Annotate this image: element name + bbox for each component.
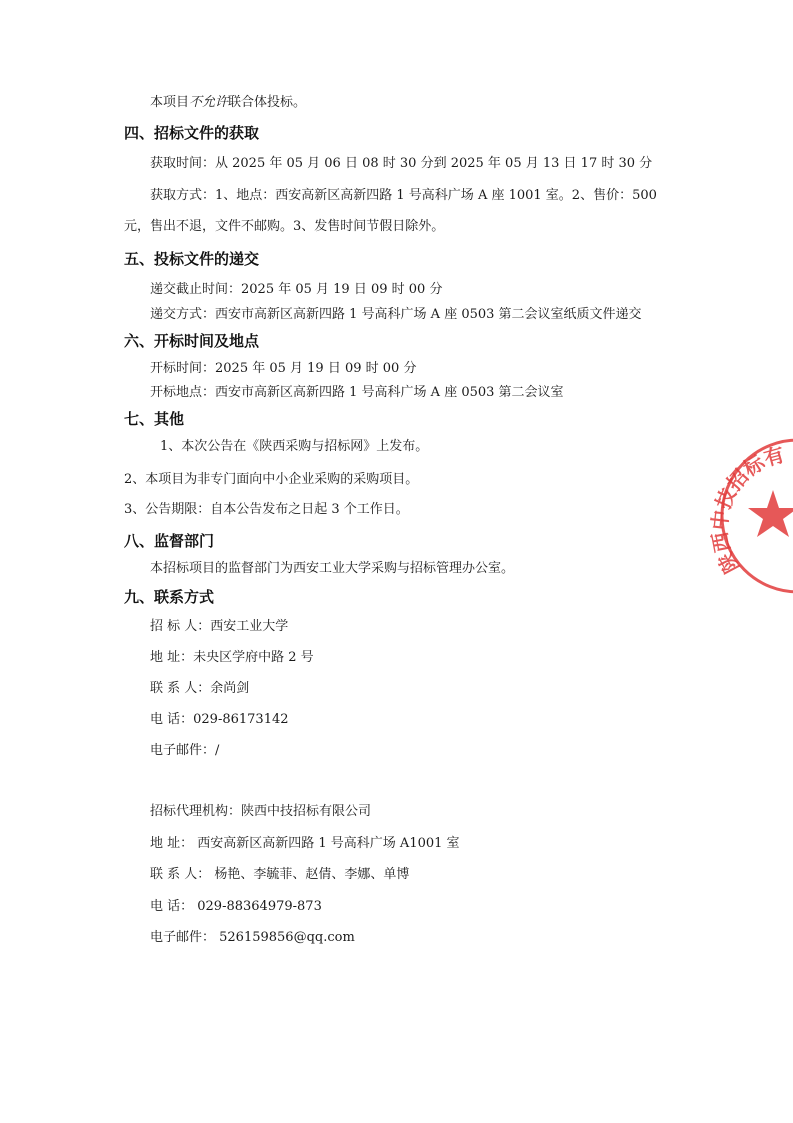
opening-place: 开标地点：西安市高新区高新四路 1 号高科广场 A 座 0503 第二会议室 — [150, 385, 564, 400]
purchaser-name: 招 标 人：西安工业大学 — [150, 619, 289, 634]
agency-phone: 电 话： 029-88364979-873 — [150, 899, 322, 914]
opening-time: 开标时间：2025 年 05 月 19 日 09 时 00 分 — [150, 361, 417, 376]
agency-address: 地 址： 西安高新区高新四路 1 号高科广场 A1001 室 — [150, 836, 460, 851]
consortium-emphasis: 不允许 — [189, 95, 229, 110]
bid-docs-method-2: 元，售出不退，文件不邮购。3、发售时间节假日除外。 — [124, 219, 445, 234]
purchaser-address: 地 址：未央区学府中路 2 号 — [150, 650, 314, 665]
other-item-1: 1、本次公告在《陕西采购与招标网》上发布。 — [160, 439, 429, 454]
agency-email: 电子邮件： 526159856@qq.com — [150, 930, 355, 945]
seal-text: 陕西中技招标有 — [707, 442, 787, 578]
submission-deadline: 递交截止时间：2025 年 05 月 19 日 09 时 00 分 — [150, 282, 443, 297]
other-item-3: 3、公告期限：自本公告发布之日起 3 个工作日。 — [124, 502, 409, 517]
supervision-text: 本招标项目的监督部门为西安工业大学采购与招标管理办公室。 — [150, 561, 515, 576]
heading-supervision: 八、监督部门 — [124, 532, 215, 550]
heading-other: 七、其他 — [124, 410, 185, 428]
heading-submission: 五、投标文件的递交 — [124, 250, 260, 268]
bid-docs-time: 获取时间：从 2025 年 05 月 06 日 08 时 30 分到 2025 年 05 月 13 日 17 时 30 分 — [150, 156, 653, 171]
consortium-suffix: 联合体投标。 — [228, 95, 307, 110]
consortium-prefix: 本项目 — [150, 95, 190, 110]
heading-opening: 六、开标时间及地点 — [124, 332, 260, 350]
agency-contact: 联 系 人： 杨艳、李毓菲、赵倩、李娜、单博 — [150, 867, 410, 882]
purchaser-phone: 电 话：029-86173142 — [150, 712, 289, 727]
other-item-2: 2、本项目为非专门面向中小企业采购的采购项目。 — [124, 472, 419, 487]
consortium-note — [150, 95, 306, 111]
company-seal-icon — [707, 428, 793, 603]
bid-docs-method-1: 获取方式：1、地点：西安高新区高新四路 1 号高科广场 A 座 1001 室。2、售价：500 — [150, 188, 657, 203]
purchaser-email: 电子邮件：/ — [150, 743, 220, 758]
heading-contact: 九、联系方式 — [124, 588, 215, 606]
purchaser-contact: 联 系 人：余尚剑 — [150, 681, 250, 696]
submission-method: 递交方式：西安市高新区高新四路 1 号高科广场 A 座 0503 第二会议室纸质文件递交 — [150, 307, 642, 322]
agency-name: 招标代理机构：陕西中技招标有限公司 — [150, 804, 372, 819]
heading-bid-docs: 四、招标文件的获取 — [124, 124, 260, 142]
